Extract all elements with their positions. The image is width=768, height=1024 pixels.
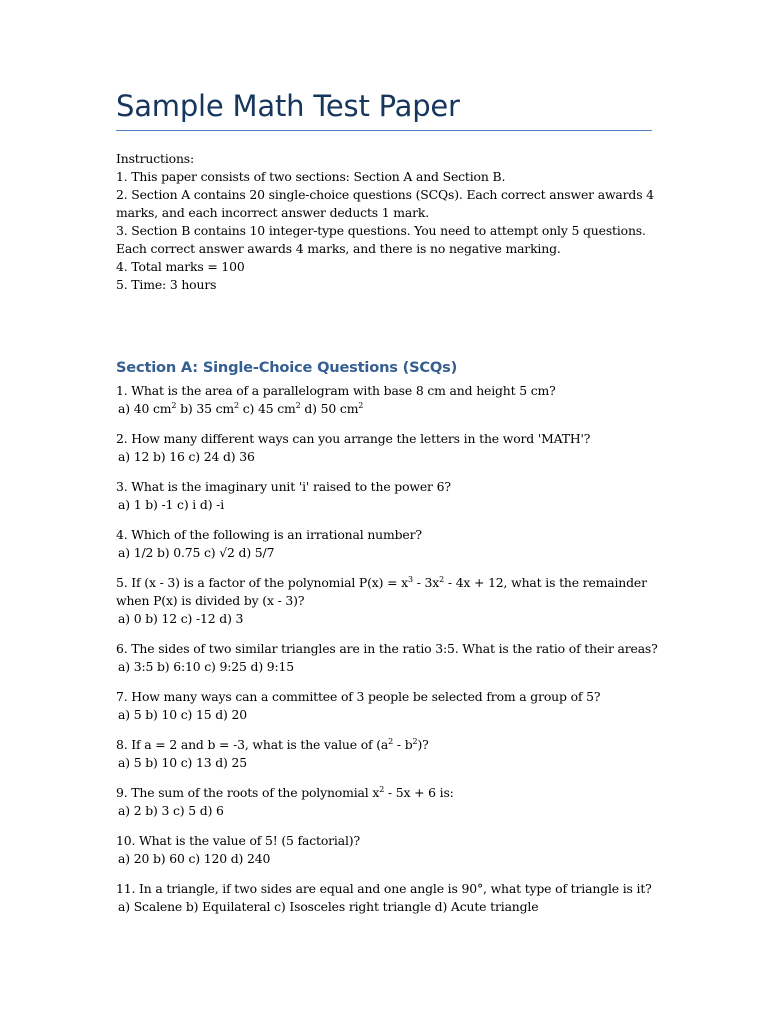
instructions-block [116,150,654,294]
question-item [116,382,658,418]
question-item [116,688,658,724]
question-item [116,832,658,868]
question-item [116,784,658,820]
answer-options: a) 3:5 b) 6:10 c) 9:25 d) 9:15 [118,659,295,674]
question-text: 6. The sides of two similar triangles are in the ratio 3:5. What is the ratio of their areas? [116,641,658,656]
answer-options: a) Scalene b) Equilateral c) Isosceles right triangle d) Acute triangle [118,899,539,914]
page-title: Sample Math Test Paper [116,89,460,123]
answer-options: a) 5 b) 10 c) 15 d) 20 [118,707,247,722]
instruction-line: Each correct answer awards 4 marks, and there is no negative marking. [116,241,561,256]
instructions-heading: Instructions: [116,151,195,166]
instruction-line: 2. Section A contains 20 single-choice questions (SCQs). Each correct answer awards 4 [116,187,654,202]
question-text: 9. The sum of the roots of the polynomial $x^2 - 5x + 6$ is: [116,785,454,800]
question-text: 2. How many different ways can you arrange the letters in the word 'MATH'? [116,431,591,446]
answer-options: a) 5 b) 10 c) 13 d) 25 [118,755,247,770]
title-divider [116,130,652,131]
question-item [116,880,658,916]
answer-options: a) 20 b) 60 c) 120 d) 240 [118,851,271,866]
question-text: 1. What is the area of a parallelogram with base 8 cm and height 5 cm? [116,383,556,398]
question-list [116,382,658,928]
answer-options: a) 12 b) 16 c) 24 d) 36 [118,449,255,464]
question-text: 11. In a triangle, if two sides are equal and one angle is 90°, what type of triangle is it? [116,881,652,896]
instruction-line: 3. Section B contains 10 integer-type questions. You need to attempt only 5 questions. [116,223,646,238]
answer-options: a) 1/2 b) 0.75 c) √2 d) 5/7 [118,545,275,560]
question-text: 3. What is the imaginary unit 'i' raised to the power 6? [116,479,451,494]
instruction-line: marks, and each incorrect answer deducts 1 mark. [116,205,430,220]
superscript: 2 [388,737,394,746]
answer-options: a) 1 b) -1 c) i d) -i [118,497,225,512]
superscript: 2 [295,401,301,410]
question-text: 4. Which of the following is an irrational number? [116,527,422,542]
question-text: 10. What is the value of 5! (5 factorial)? [116,833,360,848]
superscript: 3 [407,575,413,584]
superscript: 2 [358,401,364,410]
instruction-line: 4. Total marks = 100 [116,259,245,274]
question-item [116,478,658,514]
answer-options: a) 2 b) 3 c) 5 d) 6 [118,803,224,818]
instruction-line: 5. Time: 3 hours [116,277,217,292]
superscript: 2 [412,737,418,746]
superscript: 2 [234,401,239,410]
instruction-line: 1. This paper consists of two sections: Section A and Section B. [116,169,506,184]
question-text: when P(x) is divided by (x - 3)? [116,593,305,608]
superscript: 2 [379,785,385,794]
question-item [116,430,658,466]
section-a-heading: Section A: Single-Choice Questions (SCQs) [116,359,458,376]
question-item [116,574,658,628]
question-item [116,526,658,562]
question-text: 8. If a = 2 and b = -3, what is the value of $(a^2 - b^2)$? [116,737,429,752]
question-item [116,736,658,772]
answer-options: a) 40 $cm^2$ b) 35 $cm^2$ c) 45 $cm^2$ d) 50 $cm^2$ [118,401,364,416]
question-text: 5. If (x - 3) is a factor of the polynomial $P(x) = x^3 - 3x^2 - 4x + 12$, what is the remainder [116,575,647,590]
question-text: 7. How many ways can a committee of 3 people be selected from a group of 5? [116,689,601,704]
question-item [116,640,658,676]
superscript: 2 [439,575,445,584]
superscript: 2 [171,401,177,410]
answer-options: a) 0 b) 12 c) -12 d) 3 [118,611,244,626]
